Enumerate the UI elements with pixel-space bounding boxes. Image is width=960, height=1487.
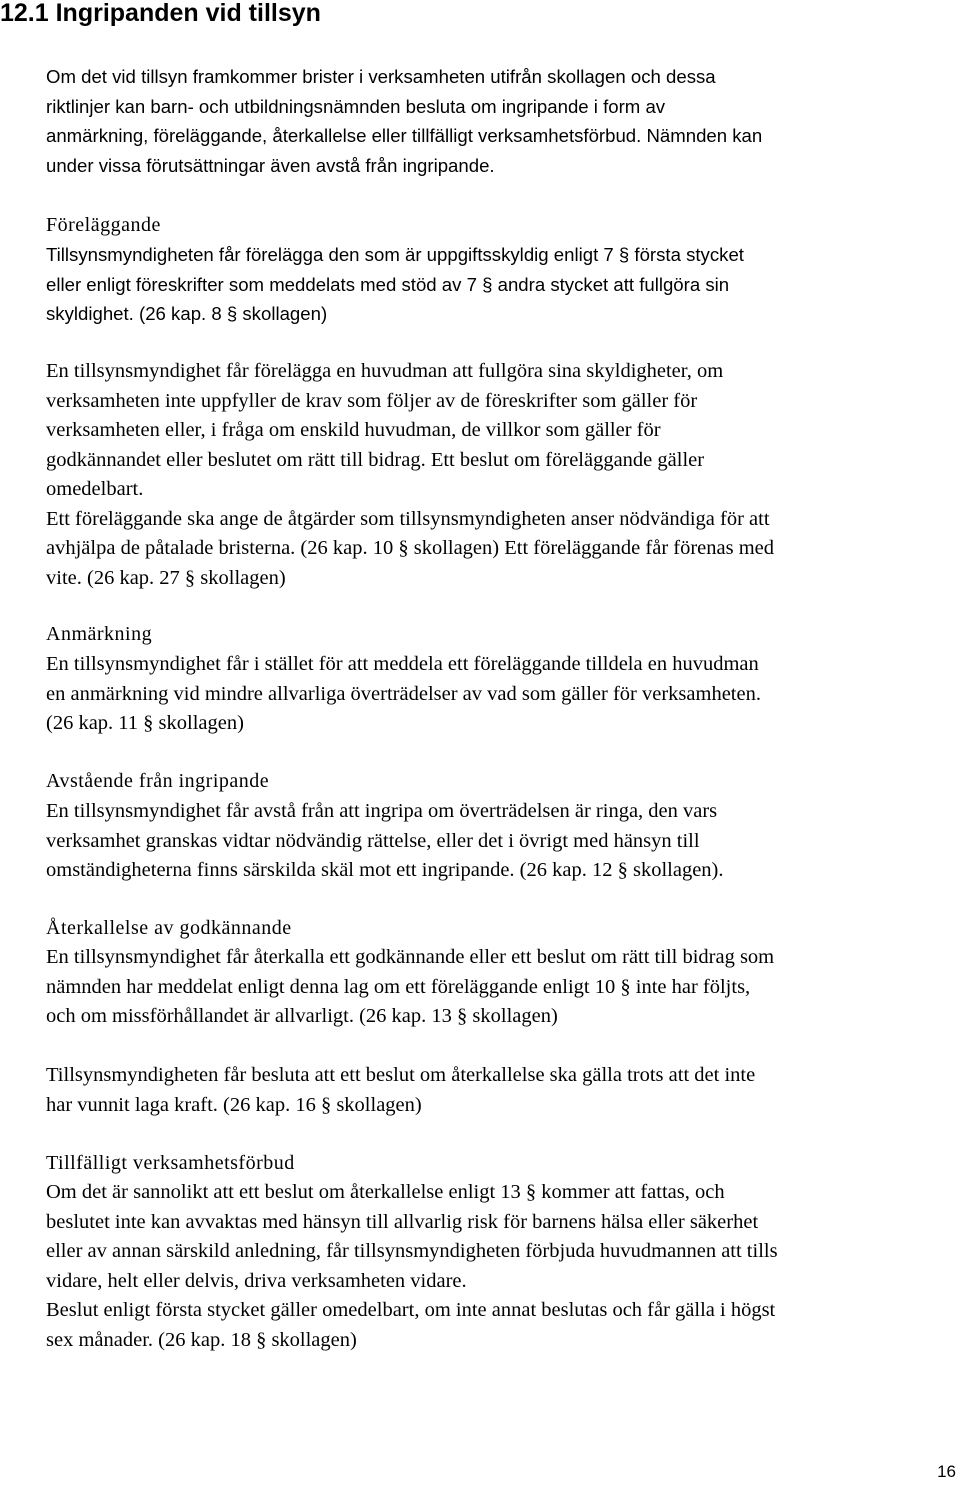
paragraph-forelaggande-2: En tillsynsmyndighet får förelägga en huvudman att fullgöra sina skyldigheter, om verksamheten inte uppfyller de krav som följer av de föreskrifter som gäller för verksamheten eller, i fråga om enskild huvudman, de villkor som gäller för godkännandet eller beslutet om rätt till bidrag. Ett beslut om föreläggande gäller omedelbart. Ett föreläggande ska ange de åtgärder som tillsynsmyndigheten anser nödvändiga för att avhjälpa de påtalade bristerna. (26 kap. 10 § skollagen) Ett föreläggande får förenas med vite. (26 kap. 27 § skollagen) [46, 360, 775, 589]
paragraph-avstaende: En tillsynsmyndighet får avstå från att ingripa om överträdelsen är ringa, den vars verksamhet granskas vidtar nödvändig rättelse, eller det i övrigt med hänsyn till omständigheterna finns särskilda skäl mot ett ingripande. (26 kap. 12 § skollagen). [46, 800, 724, 881]
paragraph-aterkallelse-1: En tillsynsmyndighet får återkalla ett godkännande eller ett beslut om rätt till bidrag som nämnden har meddelat enligt denna lag om ett föreläggande enligt 10 § inte har följts, och om missförhållandet är allvarligt. (26 kap. 13 § skollagen) [46, 946, 775, 1027]
page-number: 16 [937, 1462, 956, 1481]
paragraph-anmarkning: En tillsynsmyndighet får i stället för att meddela ett föreläggande tilldela en huvudman en anmärkning vid mindre allvarliga överträdelser av vad som gäller för verksamheten. (26 kap. 11 § skollagen) [46, 653, 761, 734]
subheading-aterkallelse: Återkallelse av godkännande [46, 917, 292, 939]
paragraph-forelaggande-1: Tillsynsmyndigheten får förelägga den som är uppgiftsskyldig enligt 7 § första stycket eller enligt föreskrifter som meddelats med stöd av 7 § andra stycket att fullgöra sin skyldighet. (26 kap. 8 § skollagen) [46, 244, 744, 324]
subheading-anmarkning: Anmärkning [46, 623, 153, 645]
paragraph-forbud: Om det är sannolikt att ett beslut om återkallelse enligt 13 § kommer att fattas, och beslutet inte kan avvaktas med hänsyn till allvarlig risk för barnens hälsa eller säkerhet eller av annan särskild anledning, får tillsynsmyndigheten förbjuda huvudmannen att tills vidare, helt eller delvis, driva verksamheten vidare. Beslut enligt första stycket gäller omedelbart, om inte annat beslutas och får gälla i högst sex månader. (26 kap. 18 § skollagen) [46, 1181, 778, 1351]
subheading-forelaggande: Föreläggande [46, 214, 161, 236]
paragraph-aterkallelse-2: Tillsynsmyndigheten får besluta att ett beslut om återkallelse ska gälla trots att det inte har vunnit laga kraft. (26 kap. 16 § skollagen) [46, 1064, 756, 1116]
section-heading: 12.1 Ingripanden vid tillsyn [0, 0, 321, 27]
subheading-forbud: Tillfälligt verksamhetsförbud [46, 1152, 295, 1174]
intro-paragraph: Om det vid tillsyn framkommer brister i verksamheten utifrån skollagen och dessa riktlinjer kan barn- och utbildningsnämnden besluta om ingripande i form av anmärkning, föreläggande, återkallelse eller tillfälligt verksamhetsförbud. Nämnden kan under vissa förutsättningar även avstå från ingripande. [46, 66, 763, 176]
subheading-avstaende: Avstående från ingripande [46, 770, 270, 792]
